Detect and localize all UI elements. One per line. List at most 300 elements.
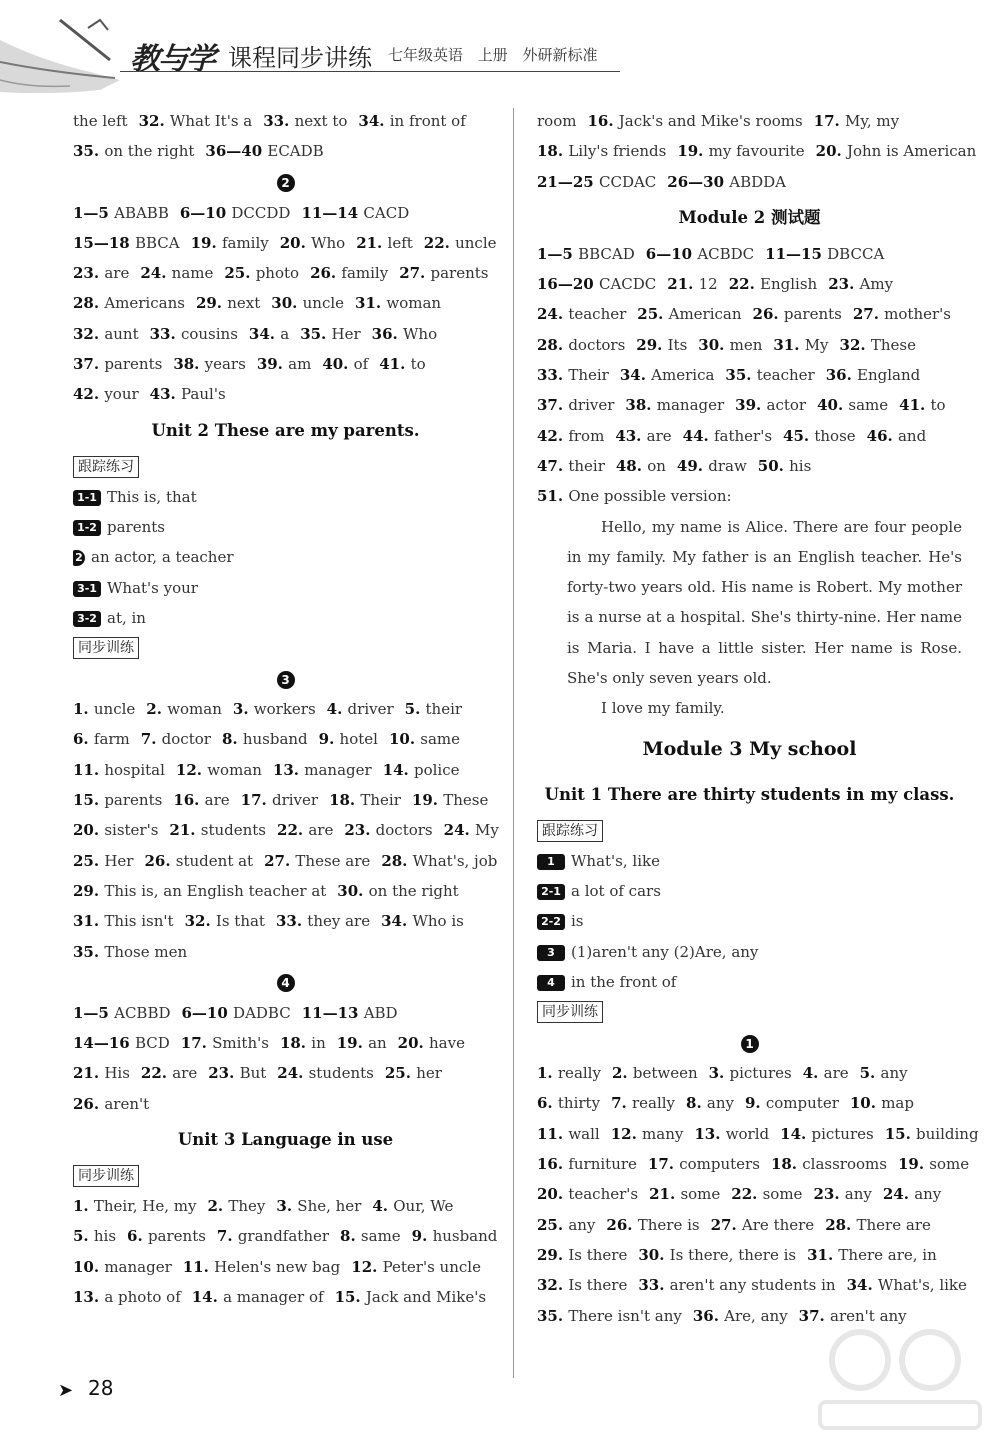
answer-line bbox=[73, 785, 498, 815]
answer-number: 7. bbox=[140, 730, 162, 749]
answer-number: 40. bbox=[322, 355, 354, 374]
answer-item bbox=[249, 325, 289, 343]
answer-number: 50. bbox=[757, 456, 790, 475]
answer-item bbox=[146, 700, 222, 718]
practice-line bbox=[537, 967, 962, 997]
answer-text: the left bbox=[73, 112, 128, 130]
answer-number: 35. bbox=[300, 324, 332, 343]
answer-line bbox=[73, 1252, 498, 1282]
answer-text: have bbox=[429, 1034, 465, 1053]
practice-line bbox=[537, 906, 962, 936]
answer-item bbox=[611, 1094, 675, 1112]
practice-badge: 3-1 bbox=[73, 581, 101, 597]
answer-text: teacher bbox=[756, 366, 815, 385]
answer-line bbox=[73, 1191, 498, 1221]
answer-number: 11—15 bbox=[765, 244, 828, 263]
answer-text: aren't any students in bbox=[669, 1276, 836, 1295]
answer-text: His bbox=[104, 1064, 130, 1083]
answer-text: family bbox=[341, 264, 389, 283]
answer-text: map bbox=[881, 1094, 914, 1113]
sample-paragraph: I love my family. bbox=[601, 699, 725, 718]
answer-text: any bbox=[706, 1094, 734, 1113]
answer-number: 33. bbox=[638, 1276, 670, 1295]
answer-text: actor bbox=[766, 396, 807, 415]
answer-number: 10. bbox=[388, 730, 421, 749]
answer-number: 15—18 bbox=[73, 233, 135, 252]
answer-item bbox=[144, 852, 253, 870]
answer-number: 32. bbox=[184, 912, 216, 931]
answer-number: 34. bbox=[381, 912, 413, 931]
section-tag-row bbox=[73, 452, 498, 482]
answer-text: really bbox=[557, 1064, 601, 1083]
answer-number: 40. bbox=[817, 396, 849, 415]
answer-number: 19. bbox=[190, 233, 222, 252]
section-heading: Unit 1 There are thirty students in my class. bbox=[544, 784, 955, 804]
answer-number: 31. bbox=[773, 335, 805, 354]
answer-item bbox=[73, 1034, 170, 1052]
answer-item bbox=[817, 396, 888, 414]
answer-item bbox=[127, 1227, 206, 1245]
answer-item bbox=[280, 234, 345, 252]
answer-text: are bbox=[308, 821, 334, 840]
answer-item bbox=[222, 730, 308, 748]
answer-item bbox=[322, 355, 368, 373]
answer-number: 26. bbox=[752, 305, 784, 324]
answer-item bbox=[381, 912, 464, 930]
answer-number: 4. bbox=[802, 1064, 824, 1083]
answer-item bbox=[537, 1246, 627, 1264]
answer-item bbox=[807, 1246, 937, 1264]
answer-text: manager bbox=[656, 396, 725, 415]
answer-number: 26. bbox=[310, 264, 342, 283]
answer-number: 7. bbox=[216, 1227, 238, 1246]
answer-number: 24. bbox=[140, 264, 172, 283]
answer-line bbox=[73, 198, 498, 228]
answer-item bbox=[606, 1216, 699, 1234]
answer-item bbox=[141, 730, 211, 748]
answer-number: 32. bbox=[537, 1276, 569, 1295]
answer-item bbox=[405, 700, 462, 718]
answer-text: next to bbox=[294, 112, 348, 130]
answer-text: are bbox=[204, 791, 230, 810]
answer-line bbox=[73, 724, 498, 754]
answer-text: Is that bbox=[215, 912, 265, 931]
answer-item bbox=[335, 1288, 486, 1306]
answer-text: police bbox=[414, 760, 460, 779]
answer-item bbox=[337, 1034, 387, 1052]
answer-item bbox=[191, 234, 269, 252]
answer-number: 30. bbox=[638, 1245, 670, 1264]
answer-text: My, my bbox=[845, 112, 900, 130]
answer-text: aren't bbox=[104, 1094, 150, 1113]
answer-number: 16. bbox=[537, 1155, 569, 1174]
answer-number: 43. bbox=[615, 426, 647, 445]
answer-item bbox=[389, 730, 460, 748]
answer-number: 10. bbox=[849, 1094, 882, 1113]
answer-item bbox=[208, 1064, 266, 1082]
answer-item bbox=[73, 1227, 116, 1245]
answer-item bbox=[683, 427, 772, 445]
answer-item bbox=[813, 1185, 871, 1203]
answer-number: 43. bbox=[149, 385, 181, 404]
section-tag: 跟踪练习 bbox=[537, 820, 603, 842]
answer-text: Is there bbox=[568, 1276, 628, 1295]
answer-item bbox=[638, 1246, 796, 1264]
answer-text: Smith's bbox=[212, 1034, 269, 1053]
answer-item bbox=[73, 912, 174, 930]
answer-item bbox=[73, 1288, 181, 1306]
section-tag: 跟踪练习 bbox=[73, 456, 139, 478]
answer-text: those bbox=[814, 426, 856, 445]
answer-item bbox=[173, 791, 229, 809]
answer-line bbox=[537, 360, 962, 390]
answer-number: 27. bbox=[264, 851, 296, 870]
book-info: 七年级英语 上册 外研新标准 bbox=[388, 46, 598, 64]
answer-text: American bbox=[668, 305, 742, 324]
answer-text: sister's bbox=[104, 821, 159, 840]
answer-text: father's bbox=[713, 426, 773, 445]
answer-number: 35. bbox=[73, 942, 105, 961]
answer-text: an bbox=[368, 1034, 387, 1053]
answer-text: doctors bbox=[568, 335, 626, 354]
answer-number: 2. bbox=[146, 700, 168, 719]
answer-text: This is, an English teacher at bbox=[104, 881, 327, 900]
answer-line bbox=[537, 1149, 970, 1179]
answer-item bbox=[385, 1064, 442, 1082]
answer-number: 20. bbox=[537, 1185, 569, 1204]
answer-number: 20. bbox=[279, 233, 312, 252]
answer-number: 12. bbox=[175, 760, 208, 779]
answer-text: My bbox=[474, 821, 499, 840]
answer-item bbox=[711, 1216, 815, 1234]
answer-number: 36. bbox=[825, 366, 858, 385]
answer-text: in front of bbox=[389, 112, 466, 130]
answer-item bbox=[329, 791, 401, 809]
answer-item bbox=[399, 264, 488, 282]
answer-item bbox=[694, 1125, 769, 1143]
answer-item bbox=[616, 457, 666, 475]
answer-item bbox=[73, 761, 165, 779]
answer-text: on the right bbox=[368, 881, 459, 900]
answer-item bbox=[649, 1185, 720, 1203]
answer-number: 11. bbox=[182, 1257, 215, 1276]
answer-number: 31. bbox=[807, 1245, 839, 1264]
answer-text: Who is bbox=[412, 912, 464, 931]
answer-item bbox=[840, 336, 916, 354]
answer-item bbox=[73, 1197, 196, 1215]
answer-number: 1—5 bbox=[73, 203, 115, 222]
answer-line bbox=[537, 1270, 967, 1300]
answer-line bbox=[73, 755, 498, 785]
answer-number: 8. bbox=[686, 1094, 707, 1113]
answer-line bbox=[73, 379, 498, 409]
answer-number: 29. bbox=[73, 881, 105, 900]
answer-item bbox=[180, 204, 291, 222]
answer-item bbox=[537, 305, 626, 323]
answer-number: 24. bbox=[882, 1185, 915, 1204]
answer-number: 42. bbox=[537, 426, 569, 445]
answer-number: 18. bbox=[329, 791, 361, 810]
answer-item bbox=[271, 294, 344, 312]
answer-item bbox=[537, 1185, 638, 1203]
answer-item bbox=[73, 325, 139, 343]
answer-line bbox=[73, 288, 498, 318]
answer-text: Paul's bbox=[181, 385, 226, 404]
answer-line bbox=[537, 330, 962, 360]
answer-item bbox=[381, 852, 497, 870]
answer-number: 1—5 bbox=[73, 1003, 115, 1022]
answer-text: ABD bbox=[363, 1003, 398, 1022]
answer-item bbox=[648, 1155, 760, 1173]
answer-text: This isn't bbox=[104, 912, 174, 931]
answer-number: 12. bbox=[610, 1124, 643, 1143]
answer-item bbox=[207, 1197, 265, 1215]
answer-text: in bbox=[311, 1034, 326, 1053]
section-heading: Module 2 测试题 bbox=[678, 207, 821, 227]
answer-number: 23. bbox=[828, 275, 860, 294]
answer-number: 21. bbox=[73, 1064, 105, 1083]
answer-text: What's, like bbox=[877, 1276, 967, 1295]
practice-line bbox=[73, 512, 498, 542]
answer-text: are bbox=[646, 426, 672, 445]
answer-number: 17. bbox=[647, 1155, 680, 1174]
practice-badge: 1 bbox=[537, 854, 565, 870]
answer-number: 14. bbox=[780, 1124, 812, 1143]
answer-text: BCD bbox=[134, 1034, 170, 1053]
answer-number: 35. bbox=[73, 142, 105, 161]
answer-text: aren't any bbox=[830, 1306, 907, 1325]
answer-item bbox=[356, 234, 413, 252]
answer-number: 20. bbox=[815, 142, 847, 161]
answer-item bbox=[257, 355, 312, 373]
answer-number: 9. bbox=[744, 1094, 766, 1113]
answer-text: Those men bbox=[104, 942, 188, 961]
section-heading: Unit 3 Language in use bbox=[177, 1130, 394, 1150]
answer-number: 27. bbox=[710, 1215, 742, 1234]
watermark-logo bbox=[800, 1320, 990, 1440]
practice-line bbox=[73, 482, 498, 512]
answer-text: BBCA bbox=[134, 233, 180, 252]
answer-item bbox=[765, 245, 884, 263]
answer-number: 29. bbox=[537, 1245, 569, 1264]
answer-text: Their bbox=[568, 366, 609, 385]
section-marker bbox=[537, 1027, 962, 1058]
answer-item bbox=[735, 396, 806, 414]
answer-number: 2. bbox=[611, 1064, 633, 1083]
answer-number: 28. bbox=[825, 1215, 857, 1234]
answer-number: 22. bbox=[728, 275, 761, 294]
answer-text: But bbox=[239, 1064, 267, 1083]
answer-text: computers bbox=[679, 1155, 760, 1174]
answer-text: CACD bbox=[363, 203, 410, 222]
answer-text: any bbox=[914, 1185, 942, 1204]
answer-line bbox=[73, 694, 498, 724]
practice-line bbox=[73, 542, 498, 572]
answer-item bbox=[537, 112, 576, 130]
answer-number: 11—13 bbox=[301, 1003, 364, 1022]
answer-item bbox=[537, 1094, 600, 1112]
answer-item bbox=[73, 943, 187, 961]
practice-badge: 3 bbox=[537, 945, 565, 961]
answer-text: their bbox=[425, 700, 463, 719]
answer-number: 49. bbox=[676, 456, 709, 475]
answer-number: 14—16 bbox=[73, 1034, 135, 1053]
practice-answer: This is, that bbox=[107, 487, 197, 506]
answer-number: 26. bbox=[144, 851, 176, 870]
answer-number: 28. bbox=[537, 335, 569, 354]
answer-number: 48. bbox=[615, 456, 648, 475]
answer-number: 23. bbox=[813, 1185, 845, 1204]
answer-number: 23. bbox=[208, 1064, 240, 1083]
answer-number: 28. bbox=[381, 851, 413, 870]
answer-item bbox=[850, 1094, 914, 1112]
answer-item bbox=[615, 427, 671, 445]
answer-text: ABDDA bbox=[729, 172, 787, 191]
answer-text: Who bbox=[311, 233, 346, 252]
practice-answer: What's your bbox=[107, 578, 198, 597]
answer-number: 21. bbox=[356, 233, 388, 252]
answer-line bbox=[73, 258, 498, 288]
answer-number: 36. bbox=[371, 324, 403, 343]
answer-text: America bbox=[651, 366, 715, 385]
column-divider bbox=[513, 108, 514, 1378]
answer-number: 4. bbox=[372, 1197, 394, 1216]
answer-text: am bbox=[288, 355, 312, 374]
answer-text: Jack and Mike's bbox=[365, 1287, 487, 1306]
answer-number: 19. bbox=[411, 791, 444, 810]
answer-number: 17. bbox=[180, 1034, 213, 1053]
practice-badge: 2-2 bbox=[537, 914, 565, 930]
answer-text: doctor bbox=[161, 730, 211, 749]
answer-item bbox=[73, 1064, 130, 1082]
answer-text: What's, job bbox=[412, 851, 498, 870]
answer-number: 39. bbox=[735, 396, 767, 415]
answer-item bbox=[745, 1094, 839, 1112]
answer-number: 44. bbox=[682, 426, 714, 445]
answer-item bbox=[233, 700, 316, 718]
answer-number: 9. bbox=[411, 1227, 433, 1246]
answer-item bbox=[625, 396, 724, 414]
practice-line bbox=[73, 573, 498, 603]
answer-text: There are bbox=[856, 1215, 931, 1234]
answer-text: DBCCA bbox=[827, 244, 885, 263]
answer-text: uncle bbox=[93, 700, 136, 719]
answer-text: from bbox=[568, 426, 605, 445]
answer-item bbox=[693, 1307, 788, 1325]
answer-text: hospital bbox=[104, 760, 165, 779]
answer-item bbox=[537, 173, 656, 191]
section-marker bbox=[73, 663, 498, 694]
answer-number: 41. bbox=[899, 396, 931, 415]
answer-number: 35. bbox=[537, 1306, 569, 1325]
answer-item bbox=[337, 882, 458, 900]
answer-text: 12 bbox=[698, 275, 718, 294]
answer-item bbox=[537, 1125, 600, 1143]
answer-text: grandfather bbox=[237, 1227, 330, 1246]
answer-text: ABABB bbox=[114, 203, 169, 222]
answer-item bbox=[646, 245, 754, 263]
answer-text: teacher bbox=[568, 305, 627, 324]
answer-item bbox=[73, 700, 135, 718]
answer-text: and bbox=[897, 426, 927, 445]
answer-text: between bbox=[632, 1064, 698, 1083]
answer-text: These are bbox=[295, 851, 371, 870]
answer-item bbox=[611, 1125, 684, 1143]
answer-number: 18. bbox=[279, 1034, 312, 1053]
answer-number: 24. bbox=[277, 1064, 309, 1083]
answer-text: There are, in bbox=[838, 1245, 937, 1264]
answer-number: 21. bbox=[169, 821, 201, 840]
answer-text: Helen's new bag bbox=[214, 1257, 341, 1276]
answer-text: his bbox=[789, 456, 812, 475]
answer-line bbox=[537, 1240, 962, 1270]
section-tag: 同步训练 bbox=[73, 637, 139, 659]
answer-line bbox=[73, 1282, 498, 1312]
answer-text: Peter's uncle bbox=[382, 1257, 481, 1276]
answer-number: 17. bbox=[813, 112, 845, 130]
answer-text: pictures bbox=[811, 1124, 874, 1143]
section-tag-row bbox=[537, 997, 962, 1027]
answer-item bbox=[302, 1004, 398, 1022]
answer-item bbox=[677, 142, 804, 160]
answer-item bbox=[73, 112, 128, 130]
answer-text: My bbox=[804, 335, 829, 354]
answer-item bbox=[412, 1227, 498, 1245]
answer-item bbox=[344, 821, 432, 839]
answer-text: parents bbox=[783, 305, 842, 324]
answer-item bbox=[264, 852, 370, 870]
answer-line bbox=[73, 1028, 498, 1058]
answer-number: 15. bbox=[334, 1287, 366, 1306]
answer-item bbox=[192, 1288, 324, 1306]
answer-item bbox=[698, 336, 762, 354]
right-column bbox=[537, 106, 979, 1331]
answer-text: husband bbox=[242, 730, 308, 749]
page-header bbox=[0, 0, 1000, 108]
answer-text: students bbox=[308, 1064, 374, 1083]
answer-number: 31. bbox=[355, 294, 387, 313]
series-title: 课程同步讲练 bbox=[228, 44, 372, 72]
answer-number: 3. bbox=[708, 1064, 730, 1083]
answer-item bbox=[537, 1064, 601, 1082]
answer-text: same bbox=[420, 730, 461, 749]
answer-item bbox=[783, 427, 856, 445]
answer-item bbox=[73, 264, 129, 282]
answer-text: hotel bbox=[339, 730, 378, 749]
answer-text: years bbox=[204, 355, 246, 374]
answer-text: world bbox=[725, 1124, 770, 1143]
answer-number: 23. bbox=[344, 821, 376, 840]
section-tag: 同步训练 bbox=[73, 1165, 139, 1187]
answer-text: many bbox=[642, 1124, 684, 1143]
answer-item bbox=[73, 791, 162, 809]
answer-text: Its bbox=[667, 335, 688, 354]
answer-item bbox=[537, 396, 614, 414]
answer-number: 5. bbox=[859, 1064, 881, 1083]
section-tag-row bbox=[73, 1161, 498, 1191]
answer-text: parents bbox=[104, 791, 163, 810]
answer-text: computer bbox=[765, 1094, 839, 1113]
answer-item bbox=[73, 730, 130, 748]
answer-number: 25. bbox=[224, 264, 256, 283]
answer-item bbox=[276, 912, 370, 930]
answer-text: his bbox=[93, 1227, 117, 1246]
practice-line bbox=[537, 937, 962, 967]
answer-number: 30. bbox=[698, 335, 730, 354]
answer-text: manager bbox=[104, 1257, 172, 1276]
answer-number: 29. bbox=[195, 294, 228, 313]
answer-text: Lily's friends bbox=[568, 142, 667, 161]
